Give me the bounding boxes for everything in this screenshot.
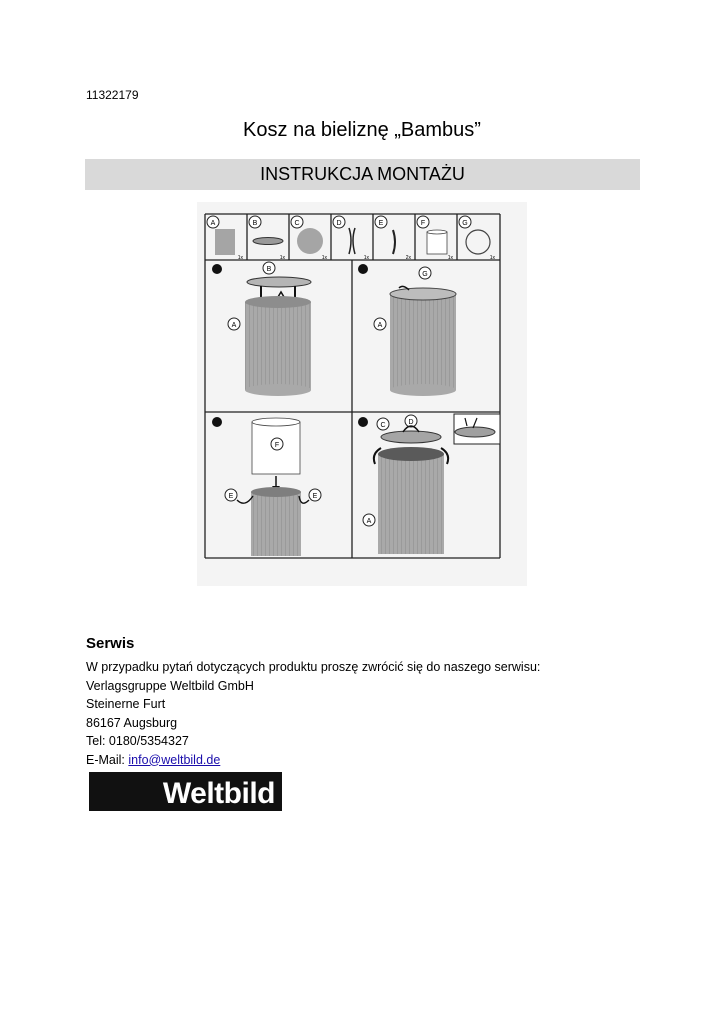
svg-text:1x: 1x <box>489 255 495 261</box>
svg-text:1x: 1x <box>237 255 243 261</box>
svg-text:A: A <box>366 518 372 525</box>
weltbild-logo <box>89 772 282 811</box>
street: Steinerne Furt <box>86 697 166 711</box>
svg-text:1x: 1x <box>321 255 327 261</box>
svg-text:C: C <box>380 422 386 429</box>
svg-text:F: F <box>274 442 280 449</box>
svg-text:D: D <box>336 220 342 227</box>
svg-text:E: E <box>378 220 384 227</box>
email-label: E-Mail: <box>86 752 129 767</box>
page-title: Kosz na bieliznę „Bambus” <box>243 119 481 141</box>
svg-text:B: B <box>252 220 258 227</box>
svg-text:Weltbild: Weltbild <box>162 777 275 810</box>
postal-city: 86167 Augsburg <box>86 715 178 730</box>
email-line <box>86 751 646 770</box>
svg-text:B: B <box>266 266 272 273</box>
service-heading: Serwis <box>86 635 135 652</box>
service-section <box>86 634 646 769</box>
svg-text:G: G <box>462 220 468 227</box>
phone: Tel: 0180/5354327 <box>86 734 189 748</box>
svg-text:E: E <box>228 493 234 500</box>
svg-text:E: E <box>312 493 318 500</box>
svg-text:G: G <box>422 271 428 278</box>
service-intro: W przypadku pytań dotyczących produktu proszę zwrócić się do naszego serwisu: <box>86 660 541 674</box>
email-link[interactable]: info@weltbild.de <box>128 752 221 767</box>
company-name: Verlagsgruppe Weltbild GmbH <box>86 678 254 693</box>
svg-text:D: D <box>408 419 414 426</box>
svg-text:A: A <box>377 322 383 329</box>
document-number: 11322179 <box>86 88 139 102</box>
svg-text:1x: 1x <box>279 255 285 261</box>
svg-text:1x: 1x <box>447 255 453 261</box>
svg-text:1x: 1x <box>363 255 369 261</box>
svg-text:2x: 2x <box>405 255 411 261</box>
svg-text:A: A <box>231 322 237 329</box>
svg-text:C: C <box>294 220 300 227</box>
instructions-banner: INSTRUKCJA MONTAŻU <box>85 159 640 190</box>
svg-text:F: F <box>420 220 426 227</box>
svg-text:A: A <box>210 220 216 227</box>
assembly-diagram <box>197 202 527 586</box>
